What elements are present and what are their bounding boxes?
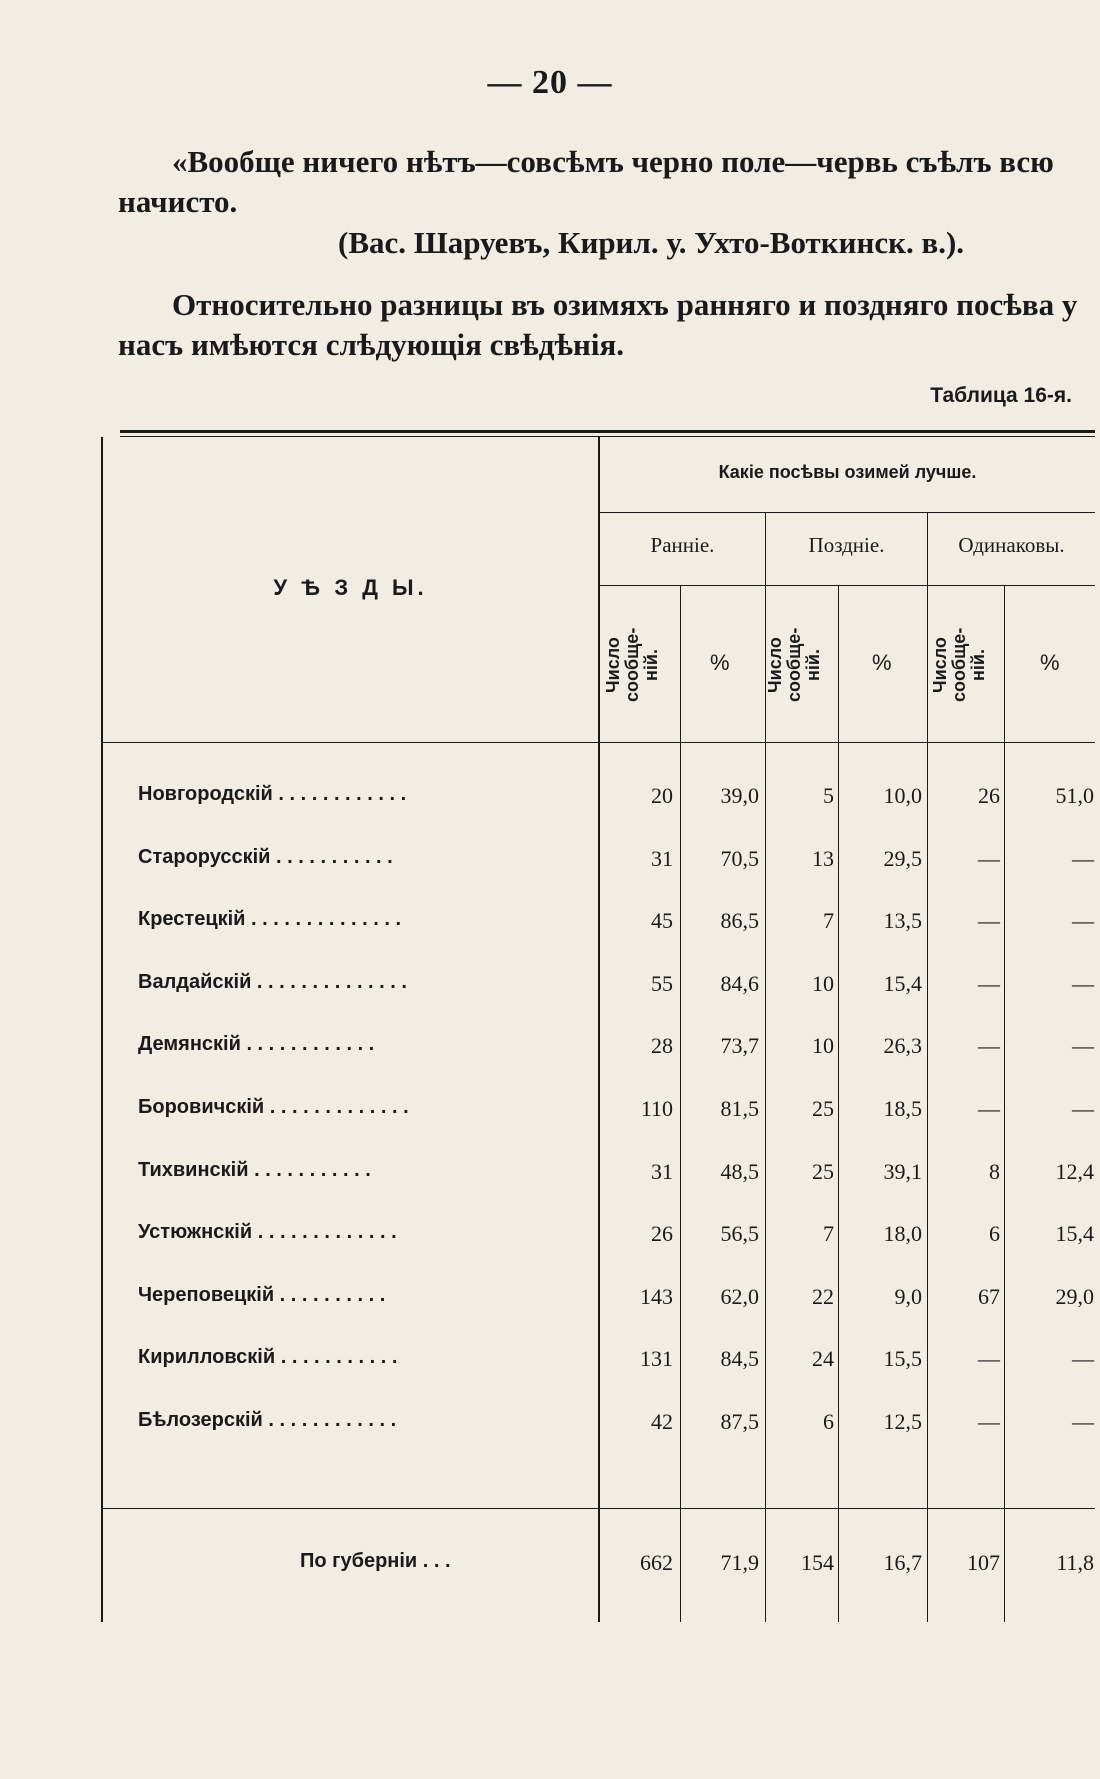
cell-early-count: 42 bbox=[651, 1409, 673, 1434]
cell-late-count: 6 bbox=[823, 1409, 834, 1434]
district-name: Крестецкій . . . . . . . . . . . . . . bbox=[138, 908, 402, 930]
cell-late-pct: 29,5 bbox=[883, 846, 922, 871]
cell-early-pct: 56,5 bbox=[720, 1221, 759, 1246]
cell-early-pct: 87,5 bbox=[720, 1409, 759, 1434]
cell-late-count: 10 bbox=[812, 971, 834, 996]
count-header-same: Число сообще- ній. bbox=[930, 627, 988, 703]
cell-late-count: 25 bbox=[812, 1096, 834, 1121]
total-rule bbox=[103, 1508, 1095, 1509]
cell-same-pct: 51,0 bbox=[1055, 783, 1094, 808]
cell-early-count: 143 bbox=[640, 1284, 673, 1309]
count-header-late: Число сообще- ній. bbox=[765, 627, 823, 703]
total-early-pct: 71,9 bbox=[720, 1550, 759, 1575]
district-name: Боровичскій . . . . . . . . . . . . . bbox=[138, 1096, 409, 1118]
cell-late-count: 24 bbox=[812, 1346, 834, 1371]
cell-same-count: — bbox=[978, 1033, 1000, 1058]
cell-late-count: 13 bbox=[812, 846, 834, 871]
table-label: Таблица 16-я. bbox=[930, 384, 1072, 407]
cell-late-pct: 12,5 bbox=[883, 1409, 922, 1434]
cell-same-pct: — bbox=[1072, 908, 1094, 933]
district-header: У Ѣ З Д Ы. bbox=[273, 575, 428, 600]
cell-late-count: 7 bbox=[823, 908, 834, 933]
cell-late-pct: 18,5 bbox=[883, 1096, 922, 1121]
intro-paragraph: Относительно разницы въ озимяхъ ранняго и поздняго посѣва у насъ имѣются слѣдующія свѣдѣнія. bbox=[118, 287, 1078, 362]
cell-early-pct: 73,7 bbox=[720, 1033, 759, 1058]
header-rule-group bbox=[598, 512, 1095, 513]
cell-same-count: — bbox=[978, 971, 1000, 996]
cell-early-pct: 62,0 bbox=[720, 1284, 759, 1309]
group-header: Какіе посѣвы озимей лучше. bbox=[718, 462, 977, 482]
sub-header-same: Одинаковы. bbox=[958, 533, 1065, 557]
cell-early-count: 110 bbox=[640, 1096, 673, 1121]
cell-late-count: 7 bbox=[823, 1221, 834, 1246]
pct-header-same: % bbox=[1040, 650, 1060, 675]
table-top-rule bbox=[120, 430, 1095, 433]
table-top-rule-2 bbox=[120, 436, 1095, 437]
cell-late-pct: 15,4 bbox=[883, 971, 922, 996]
count-header-early: Число сообще- ній. bbox=[603, 627, 661, 703]
cell-late-pct: 13,5 bbox=[883, 908, 922, 933]
table-row bbox=[0, 1221, 1100, 1261]
total-same-count: 107 bbox=[967, 1550, 1000, 1575]
cell-same-count: — bbox=[978, 1346, 1000, 1371]
cell-early-pct: 81,5 bbox=[720, 1096, 759, 1121]
header-bottom-rule bbox=[103, 742, 1095, 743]
cell-same-count: 67 bbox=[978, 1284, 1000, 1309]
cell-same-count: — bbox=[978, 1096, 1000, 1121]
total-late-pct: 16,7 bbox=[883, 1550, 922, 1575]
cell-early-pct: 86,5 bbox=[720, 908, 759, 933]
cell-same-pct: 29,0 bbox=[1055, 1284, 1094, 1309]
cell-same-count: — bbox=[978, 908, 1000, 933]
cell-early-pct: 48,5 bbox=[720, 1159, 759, 1184]
table-row bbox=[0, 908, 1100, 948]
total-row bbox=[0, 1550, 1100, 1590]
district-name: Новгородскій . . . . . . . . . . . . bbox=[138, 783, 407, 805]
cell-early-count: 28 bbox=[651, 1033, 673, 1058]
table-row bbox=[0, 1284, 1100, 1324]
table-row bbox=[0, 971, 1100, 1011]
cell-late-count: 10 bbox=[812, 1033, 834, 1058]
district-name: Валдайскій . . . . . . . . . . . . . . bbox=[138, 971, 407, 993]
cell-late-pct: 15,5 bbox=[883, 1346, 922, 1371]
cell-late-pct: 26,3 bbox=[883, 1033, 922, 1058]
cell-late-pct: 18,0 bbox=[883, 1221, 922, 1246]
cell-early-count: 31 bbox=[651, 846, 673, 871]
cell-late-pct: 10,0 bbox=[883, 783, 922, 808]
cell-early-count: 55 bbox=[651, 971, 673, 996]
header-rule-sub bbox=[598, 585, 1095, 586]
cell-same-count: — bbox=[978, 1409, 1000, 1434]
district-name: Тихвинскій . . . . . . . . . . . bbox=[138, 1159, 371, 1181]
district-name: Демянскій . . . . . . . . . . . . bbox=[138, 1033, 375, 1055]
cell-same-count: — bbox=[978, 846, 1000, 871]
table-row bbox=[0, 783, 1100, 823]
pct-header-early: % bbox=[710, 650, 730, 675]
cell-late-pct: 9,0 bbox=[894, 1284, 922, 1309]
cell-early-pct: 84,6 bbox=[720, 971, 759, 996]
district-name: Старорусскій . . . . . . . . . . . bbox=[138, 846, 393, 868]
table-row bbox=[0, 846, 1100, 886]
cell-early-count: 20 bbox=[651, 783, 673, 808]
pct-header-late: % bbox=[872, 650, 892, 675]
quote-signature: (Вас. Шаруевъ, Кирил. у. Ухто-Воткинск. в.). bbox=[338, 225, 965, 260]
cell-same-pct: 15,4 bbox=[1055, 1221, 1094, 1246]
cell-late-count: 25 bbox=[812, 1159, 834, 1184]
district-name: Череповецкій . . . . . . . . . . bbox=[138, 1284, 386, 1306]
total-late-count: 154 bbox=[801, 1550, 834, 1575]
cell-early-count: 26 bbox=[651, 1221, 673, 1246]
cell-early-pct: 84,5 bbox=[720, 1346, 759, 1371]
cell-same-pct: — bbox=[1072, 846, 1094, 871]
cell-late-count: 22 bbox=[812, 1284, 834, 1309]
district-name: Бѣлозерскій . . . . . . . . . . . . bbox=[138, 1409, 397, 1431]
cell-late-count: 5 bbox=[823, 783, 834, 808]
cell-same-count: 6 bbox=[989, 1221, 1000, 1246]
table-row bbox=[0, 1346, 1100, 1386]
cell-same-pct: — bbox=[1072, 1096, 1094, 1121]
cell-early-count: 131 bbox=[640, 1346, 673, 1371]
cell-same-pct: — bbox=[1072, 1409, 1094, 1434]
cell-early-count: 31 bbox=[651, 1159, 673, 1184]
total-same-pct: 11,8 bbox=[1056, 1550, 1094, 1575]
sub-header-late: Поздніе. bbox=[808, 533, 885, 557]
sub-header-early: Ранніе. bbox=[650, 533, 715, 557]
cell-early-pct: 39,0 bbox=[720, 783, 759, 808]
cell-early-count: 45 bbox=[651, 908, 673, 933]
total-label: По губерніи . . . bbox=[300, 1550, 451, 1572]
cell-same-pct: — bbox=[1072, 971, 1094, 996]
cell-same-count: 8 bbox=[989, 1159, 1000, 1184]
table-row bbox=[0, 1159, 1100, 1199]
cell-same-pct: — bbox=[1072, 1346, 1094, 1371]
cell-early-pct: 70,5 bbox=[720, 846, 759, 871]
table-row bbox=[0, 1409, 1100, 1449]
table-row bbox=[0, 1033, 1100, 1073]
table-row bbox=[0, 1096, 1100, 1136]
cell-late-pct: 39,1 bbox=[883, 1159, 922, 1184]
page-number: — 20 — bbox=[487, 64, 613, 101]
cell-same-count: 26 bbox=[978, 783, 1000, 808]
district-name: Кирилловскій . . . . . . . . . . . bbox=[138, 1346, 398, 1368]
cell-same-pct: — bbox=[1072, 1033, 1094, 1058]
cell-same-pct: 12,4 bbox=[1055, 1159, 1094, 1184]
district-name: Устюжнскій . . . . . . . . . . . . . bbox=[138, 1221, 397, 1243]
total-early-count: 662 bbox=[640, 1550, 673, 1575]
quote-paragraph: «Вообще ничего нѣтъ—совсѣмъ черно поле—червь съѣлъ всю начисто. bbox=[118, 144, 1054, 219]
